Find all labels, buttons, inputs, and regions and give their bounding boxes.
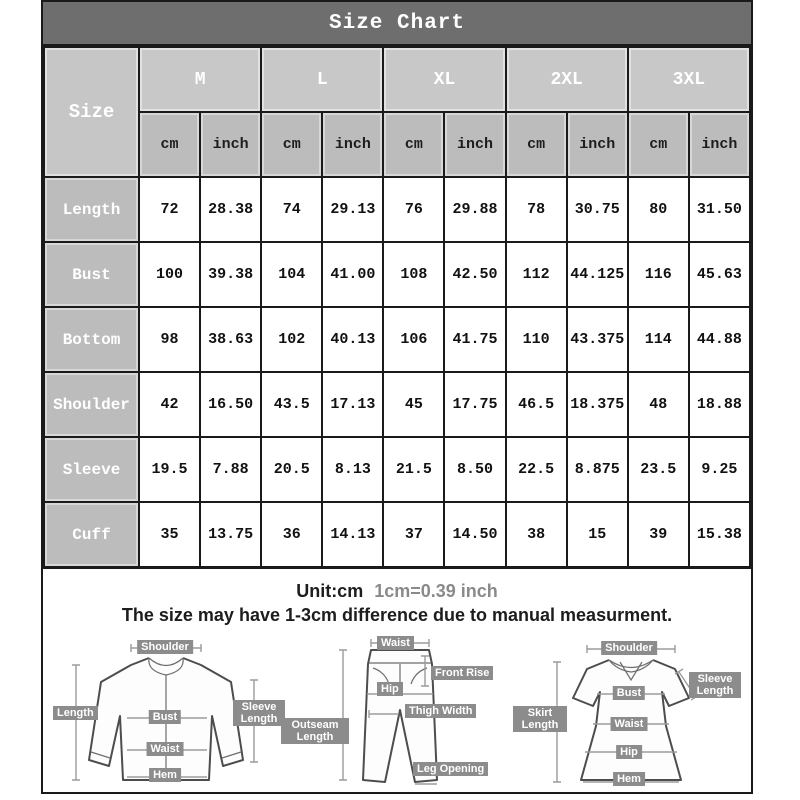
- value-cell: 15: [567, 502, 628, 567]
- unit-note: [43, 581, 751, 602]
- pants-front-rise-label: Front Rise: [431, 666, 493, 680]
- size-header-row: [44, 47, 750, 112]
- shirt-sleeve-length-label: Sleeve Length: [233, 700, 285, 726]
- value-cell: 43.375: [567, 307, 628, 372]
- value-cell: 20.5: [261, 437, 322, 502]
- value-cell: 21.5: [383, 437, 444, 502]
- value-cell: 17.75: [444, 372, 505, 437]
- dress-skirt-length-label: Skirt Length: [513, 706, 567, 732]
- value-cell: 31.50: [689, 177, 750, 242]
- unit-header-cm: cm: [261, 112, 322, 177]
- unit-header-inch: inch: [200, 112, 261, 177]
- unit-header-inch: inch: [567, 112, 628, 177]
- value-cell: 14.13: [322, 502, 383, 567]
- row-label: Bust: [44, 242, 139, 307]
- value-cell: 22.5: [506, 437, 567, 502]
- dress-bust-label: Bust: [613, 686, 645, 700]
- title-bar: [43, 2, 751, 46]
- value-cell: 13.75: [200, 502, 261, 567]
- dress-hip-label: Hip: [616, 745, 642, 759]
- value-cell: 8.50: [444, 437, 505, 502]
- size-table: [43, 46, 751, 568]
- value-cell: 42: [139, 372, 200, 437]
- unit-header-inch: inch: [322, 112, 383, 177]
- value-cell: 29.88: [444, 177, 505, 242]
- value-cell: 7.88: [200, 437, 261, 502]
- size-chart-sheet: [41, 0, 753, 794]
- value-cell: 41.75: [444, 307, 505, 372]
- value-cell: 18.88: [689, 372, 750, 437]
- table-row-cuff: [44, 502, 750, 567]
- value-cell: 30.75: [567, 177, 628, 242]
- value-cell: 110: [506, 307, 567, 372]
- size-header-m: M: [139, 47, 261, 112]
- pants-outseam-length-label: Outseam Length: [281, 718, 349, 744]
- table-row-sleeve: [44, 437, 750, 502]
- shirt-measurement-diagram: [49, 634, 281, 786]
- table-row-bottom: [44, 307, 750, 372]
- pants-hip-label: Hip: [377, 682, 403, 696]
- value-cell: 78: [506, 177, 567, 242]
- table-row-shoulder: [44, 372, 750, 437]
- value-cell: 45: [383, 372, 444, 437]
- dress-hem-label: Hem: [613, 772, 645, 786]
- unit-header-cm: cm: [506, 112, 567, 177]
- conversion-note: 1cm=0.39 inch: [374, 581, 498, 601]
- value-cell: 80: [628, 177, 689, 242]
- unit-header-cm: cm: [628, 112, 689, 177]
- value-cell: 44.125: [567, 242, 628, 307]
- value-cell: 46.5: [506, 372, 567, 437]
- value-cell: 15.38: [689, 502, 750, 567]
- value-cell: 114: [628, 307, 689, 372]
- shirt-length-label: Length: [53, 706, 98, 720]
- disclaimer-note: The size may have 1-3cm difference due to manual measurment.: [121, 605, 673, 625]
- row-label: Sleeve: [44, 437, 139, 502]
- value-cell: 38.63: [200, 307, 261, 372]
- measurement-diagrams: [43, 626, 751, 786]
- dress-sleeve-length-label: Sleeve Length: [689, 672, 741, 698]
- value-cell: 18.375: [567, 372, 628, 437]
- value-cell: 43.5: [261, 372, 322, 437]
- value-cell: 23.5: [628, 437, 689, 502]
- dress-shoulder-label: Shoulder: [601, 641, 657, 655]
- pants-leg-opening-label: Leg Opening: [413, 762, 488, 776]
- value-cell: 28.38: [200, 177, 261, 242]
- table-row-bust: [44, 242, 750, 307]
- shirt-hem-label: Hem: [149, 768, 181, 782]
- dress-measurement-diagram: [513, 634, 745, 786]
- value-cell: 39.38: [200, 242, 261, 307]
- pants-waist-label: Waist: [377, 636, 414, 650]
- value-cell: 106: [383, 307, 444, 372]
- value-cell: 36: [261, 502, 322, 567]
- size-header-xl: XL: [383, 47, 505, 112]
- value-cell: 104: [261, 242, 322, 307]
- value-cell: 19.5: [139, 437, 200, 502]
- row-label: Length: [44, 177, 139, 242]
- dress-waist-label: Waist: [611, 717, 648, 731]
- shirt-shoulder-label: Shoulder: [137, 640, 193, 654]
- row-label: Shoulder: [44, 372, 139, 437]
- value-cell: 102: [261, 307, 322, 372]
- value-cell: 44.88: [689, 307, 750, 372]
- size-header-3xl: 3XL: [628, 47, 750, 112]
- value-cell: 14.50: [444, 502, 505, 567]
- value-cell: 42.50: [444, 242, 505, 307]
- value-cell: 112: [506, 242, 567, 307]
- shirt-waist-label: Waist: [147, 742, 184, 756]
- unit-header-row: [44, 112, 750, 177]
- value-cell: 16.50: [200, 372, 261, 437]
- value-cell: 100: [139, 242, 200, 307]
- row-label: Cuff: [44, 502, 139, 567]
- unit-header-inch: inch: [689, 112, 750, 177]
- pants-measurement-diagram: [281, 634, 513, 786]
- value-cell: 37: [383, 502, 444, 567]
- unit-header-inch: inch: [444, 112, 505, 177]
- size-header-l: L: [261, 47, 383, 112]
- size-header-2xl: 2XL: [506, 47, 628, 112]
- shirt-bust-label: Bust: [149, 710, 181, 724]
- value-cell: 76: [383, 177, 444, 242]
- value-cell: 41.00: [322, 242, 383, 307]
- value-cell: 40.13: [322, 307, 383, 372]
- value-cell: 74: [261, 177, 322, 242]
- value-cell: 38: [506, 502, 567, 567]
- value-cell: 39: [628, 502, 689, 567]
- value-cell: 8.13: [322, 437, 383, 502]
- value-cell: 8.875: [567, 437, 628, 502]
- row-label: Bottom: [44, 307, 139, 372]
- value-cell: 108: [383, 242, 444, 307]
- corner-size-label: Size: [44, 47, 139, 177]
- table-row-length: [44, 177, 750, 242]
- notes-section: [43, 568, 751, 800]
- value-cell: 17.13: [322, 372, 383, 437]
- unit-header-cm: cm: [139, 112, 200, 177]
- pants-thigh-width-label: Thigh Width: [405, 704, 476, 718]
- value-cell: 29.13: [322, 177, 383, 242]
- value-cell: 98: [139, 307, 200, 372]
- unit-header-cm: cm: [383, 112, 444, 177]
- value-cell: 116: [628, 242, 689, 307]
- unit-label: Unit:cm: [296, 581, 364, 601]
- value-cell: 35: [139, 502, 200, 567]
- page-title: Size Chart: [328, 11, 466, 35]
- value-cell: 72: [139, 177, 200, 242]
- value-cell: 45.63: [689, 242, 750, 307]
- value-cell: 48: [628, 372, 689, 437]
- value-cell: 9.25: [689, 437, 750, 502]
